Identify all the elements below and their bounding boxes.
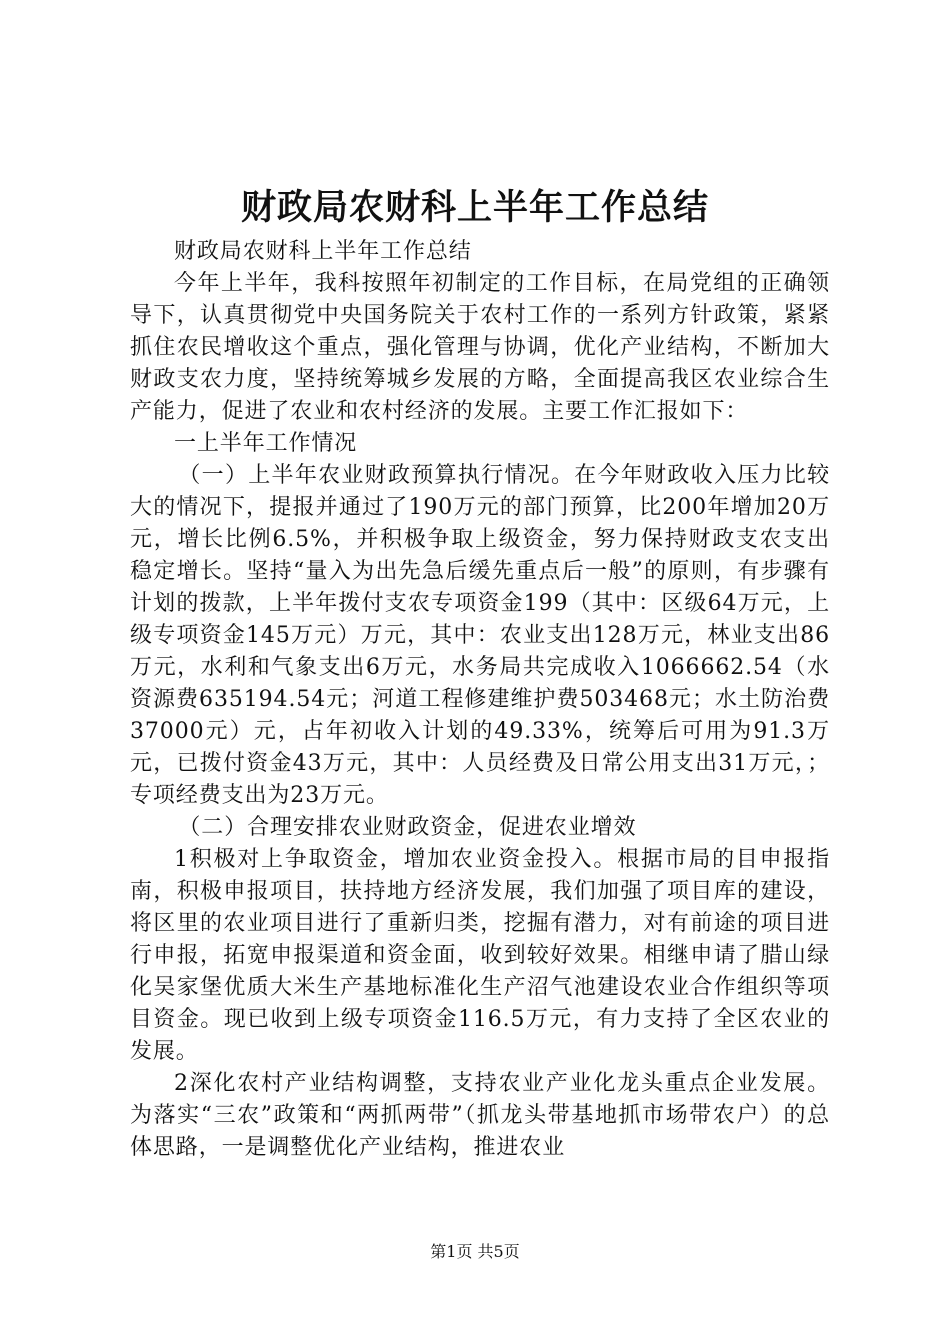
paragraph-intro: 今年上半年，我科按照年初制定的工作目标，在局党组的正确领导下，认真贯彻党中央国务院关于农村工作的一系列方针政策，紧紧抓住农民增收这个重点，强化管理与协调，优化产业结构，不断加大财政支农力度，坚持统筹城乡发展的方略，全面提高我区农业综合生产能力，促进了农业和农村经济的发展。主要工作汇报如下： (130, 271, 830, 424)
paragraph-subtitle: 财政局农财科上半年工作总结 (174, 239, 472, 264)
paragraph-structure: 2深化农村产业结构调整，支持农业产业化龙头重点企业发展。为落实“三农”政策和“两抓两带”（抓龙头带基地抓市场带农户）的总体思路，一是调整优化产业结构，推进农业 (130, 1071, 830, 1160)
paragraph-budget: （一）上半年农业财政预算执行情况。在今年财政收入压力比较大的情况下，提报并通过了190万元的部门预算，比200年增加20万元，增长比例6.5%，并积极争取上级资金，努力保持财政支农支出稳定增长。坚持“量入为出先急后缓先重点后一般”的原则，有步骤有计划的拨款，上半年拨付支农专项资金199（其中：区级64万元，上级专项资金145万元）万元，其中：农业支出128万元，林业支出86万元，水利和气象支出6万元，水务局共完成收入1066662.54（水资源费635194.54元；河道工程修建维护费503468元；水土防治费37000元）元，占年初收入计划的49.33%，统筹后可用为91.3万元，已拨付资金43万元，其中：人员经费及日常公用支出31万元，；专项经费支出为23万元。 (130, 463, 830, 808)
paragraph-funding: 1积极对上争取资金，增加农业资金投入。根据市局的目申报指南，积极申报项目，扶持地方经济发展，我们加强了项目库的建设，将区里的农业项目进行了重新归类，挖掘有潜力，对有前途的项目进行申报，拓宽申报渠道和资金面，收到较好效果。相继申请了腊山绿化吴家堡优质大米生产基地标准化生产沼气池建设农业合作组织等项目资金。现已收到上级专项资金116.5万元，有力支持了全区农业的发展。 (130, 847, 830, 1064)
document-title: 财政局农财科上半年工作总结 (240, 187, 709, 228)
page-footer: 第1页 共5页 (430, 1242, 520, 1261)
section-heading: 一上半年工作情况 (174, 431, 358, 456)
document-body (130, 236, 830, 1164)
subsection-heading: （二）合理安排农业财政资金，促进农业增效 (178, 815, 637, 840)
